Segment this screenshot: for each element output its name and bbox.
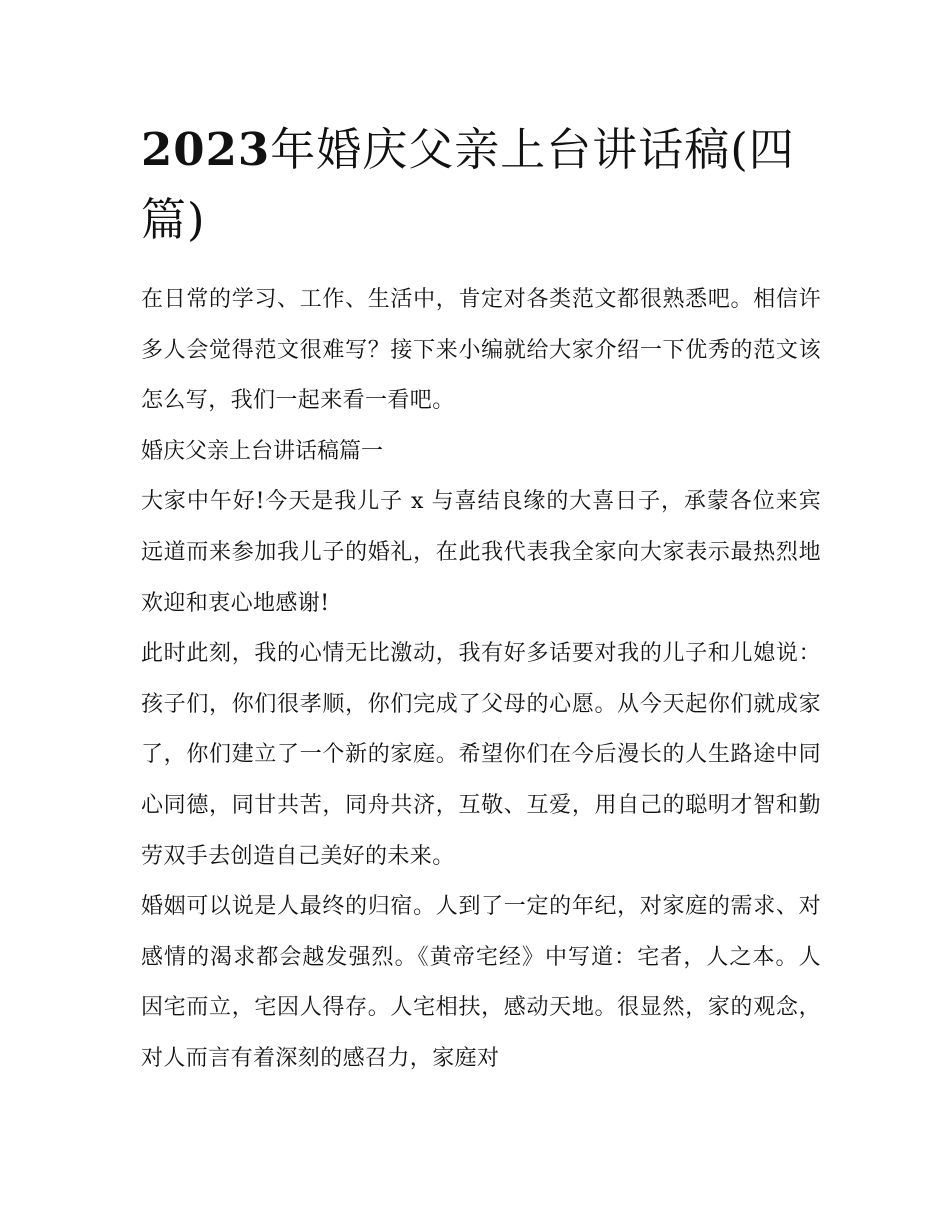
intro-paragraph: 在日常的学习、工作、生活中，肯定对各类范文都很熟悉吧。相信许多人会觉得范文很难写？接下来小编就给大家介绍一下优秀的范文该怎么写，我们一起来看一看吧。: [141, 287, 821, 414]
body-paragraph-2: 此时此刻，我的心情无比激动，我有好多话要对我的儿子和儿媳说：孩子们，你们很孝顺，你们完成了父母的心愿。从今天起你们就成家了，你们建立了一个新的家庭。希望你们在今后漫长的人生路途中同心同德，同甘共苦，同舟共济，互敬、互爱，用自己的聪明才智和勤劳双手去创造自己美好的未来。: [141, 641, 821, 869]
document-title: [141, 115, 821, 255]
title-year: 2023: [141, 123, 271, 176]
body-paragraph-3: 婚姻可以说是人最终的归宿。人到了一定的年纪，对家庭的需求、对感情的渴求都会越发强烈。《黄帝宅经》中写道：宅者，人之本。人因宅而立，宅因人得存。人宅相扶，感动天地。很显然，家的观念，对人而言有着深刻的感召力，家庭对: [141, 894, 821, 1071]
document-body: [141, 275, 821, 1085]
title-text: 年婚庆父亲上台讲话稿(四篇): [141, 123, 795, 246]
body-paragraph-1: 大家中午好!今天是我儿子 x 与喜结良缘的大喜日子，承蒙各位来宾远道而来参加我儿子的婚礼，在此我代表我全家向大家表示最热烈地欢迎和衷心地感谢!: [141, 489, 821, 616]
section-heading: 婚庆父亲上台讲话稿篇一: [141, 438, 384, 464]
document-page: [141, 115, 821, 1085]
